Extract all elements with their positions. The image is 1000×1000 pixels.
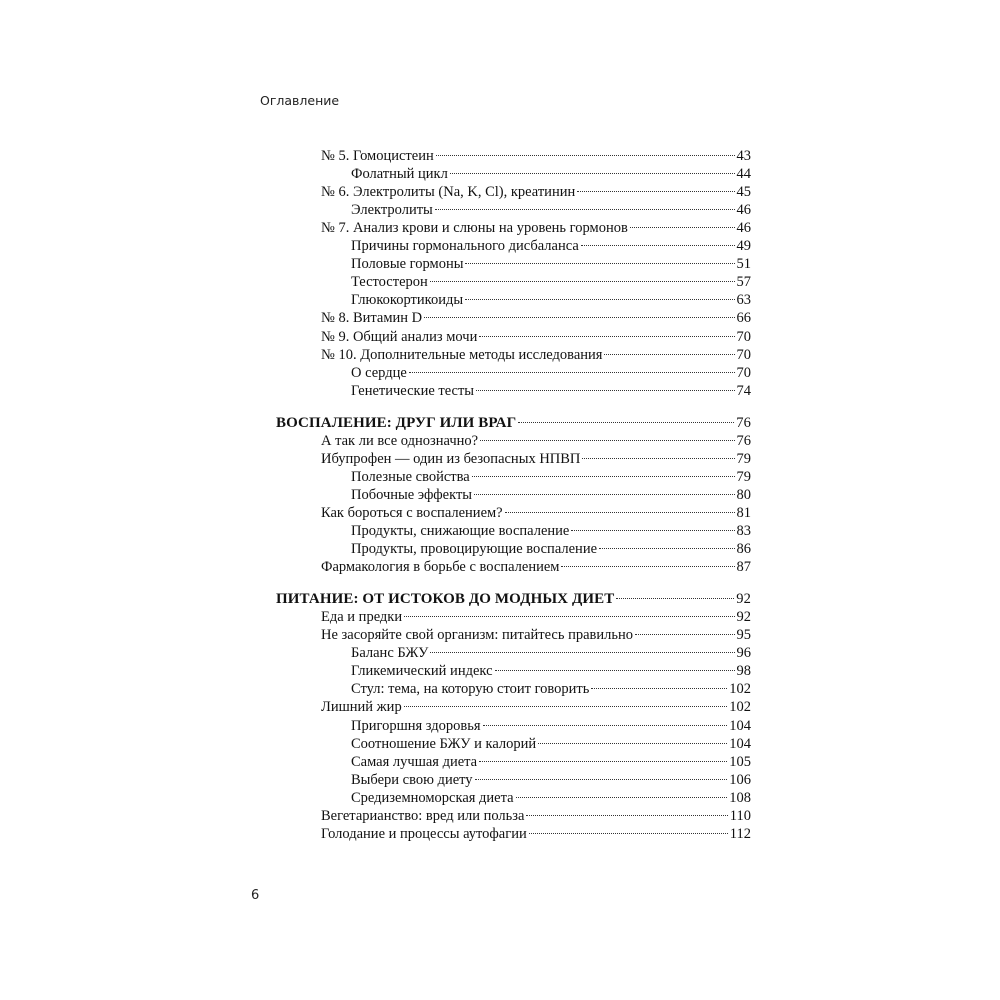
dot-leader <box>409 372 735 373</box>
toc-entry-page: 51 <box>736 256 751 273</box>
toc-entry-page: 44 <box>736 166 751 183</box>
toc-entry-title: № 9. Общий анализ мочи <box>321 328 478 345</box>
toc-entry <box>351 753 751 771</box>
toc-entry-page: 86 <box>736 541 751 558</box>
dot-leader <box>435 209 735 210</box>
toc-entry-page: 49 <box>736 238 751 255</box>
dot-leader <box>616 598 734 599</box>
toc-entry <box>321 346 751 364</box>
toc-entry-title: О сердце <box>351 364 407 381</box>
toc-entry-title: Гликемический индекс <box>351 663 493 680</box>
dot-leader <box>450 173 735 174</box>
toc-entry-page: 92 <box>736 609 751 626</box>
toc-entry-page: 45 <box>736 184 751 201</box>
dot-leader <box>538 743 727 744</box>
toc-entry-title: Фармакология в борьбе с воспалением <box>321 559 560 576</box>
toc-entry <box>321 219 751 237</box>
toc-entry-title: Глюкокортикоиды <box>351 292 464 309</box>
toc-entry-title: Соотношение БЖУ и калорий <box>351 735 537 752</box>
toc-entry <box>321 558 751 576</box>
dot-leader <box>474 494 734 495</box>
dot-leader <box>571 530 734 531</box>
dot-leader <box>480 440 734 441</box>
toc-entry <box>321 608 751 626</box>
toc-entry-page: 81 <box>736 504 751 521</box>
dot-leader <box>430 281 735 282</box>
toc-entry-page: 70 <box>736 346 751 363</box>
toc-entry-title: Вегетарианство: вред или польза <box>321 807 525 824</box>
toc-entry-page: 108 <box>729 789 751 806</box>
toc-entry <box>321 328 751 346</box>
toc-entry-page: 57 <box>736 274 751 291</box>
toc-entry-title: Полезные свойства <box>351 468 470 485</box>
dot-leader <box>518 422 734 423</box>
toc-entry <box>321 698 751 716</box>
dot-leader <box>476 390 734 391</box>
toc-entry-page: 92 <box>736 591 751 608</box>
toc-entry-page: 74 <box>736 382 751 399</box>
dot-leader <box>516 797 728 798</box>
toc-entry <box>321 626 751 644</box>
toc-entry-page: 46 <box>736 220 751 237</box>
toc-entry-title: № 6. Электролиты (Na, K, Cl), креатинин <box>321 184 576 201</box>
dot-leader <box>582 458 734 459</box>
toc-entry-title: Побочные эффекты <box>351 486 473 503</box>
toc-entry-page: 79 <box>736 450 751 467</box>
toc-entry-page: 76 <box>736 414 751 431</box>
toc-entry-title: Стул: тема, на которую стоит говорить <box>351 681 590 698</box>
dot-leader <box>581 245 735 246</box>
toc-entry-page: 43 <box>736 148 751 164</box>
toc-entry <box>351 644 751 662</box>
toc-entry-page: 112 <box>729 825 751 842</box>
toc-entry-page: 102 <box>729 699 751 716</box>
toc-entry-title: ПИТАНИЕ: ОТ ИСТОКОВ ДО МОДНЫХ ДИЕТ <box>276 591 615 608</box>
toc-entry <box>321 807 751 825</box>
dot-leader <box>465 263 734 264</box>
toc-entry-page: 70 <box>736 328 751 345</box>
page-number: 6 <box>251 888 260 903</box>
toc-entry-title: Генетические тесты <box>351 382 475 399</box>
dot-leader <box>479 336 734 337</box>
dot-leader <box>430 652 734 653</box>
toc-entry-page: 46 <box>736 202 751 219</box>
toc-entry-page: 104 <box>729 717 751 734</box>
toc-entry-page: 98 <box>736 663 751 680</box>
toc-entry <box>351 255 751 273</box>
toc-entry-page: 66 <box>736 310 751 327</box>
dot-leader <box>526 815 727 816</box>
toc-entry-title: Ибупрофен — один из безопасных НПВП <box>321 450 581 467</box>
toc-entry-title: А так ли все однозначно? <box>321 432 479 449</box>
dot-leader <box>483 725 728 726</box>
toc-entry-title: Тестостерон <box>351 274 428 291</box>
toc-entry-title: Продукты, снижающие воспаление <box>351 523 570 539</box>
dot-leader <box>436 155 735 156</box>
toc-entry <box>351 522 751 540</box>
dot-leader <box>465 299 734 300</box>
toc-section <box>276 414 751 432</box>
toc-entry-page: 83 <box>736 523 751 539</box>
dot-leader <box>591 688 727 689</box>
toc-entry-title: Как бороться с воспалением? <box>321 504 503 521</box>
toc-entry-title: Причины гормонального дисбаланса <box>351 238 579 255</box>
toc-entry-title: Половые гормоны <box>351 256 464 273</box>
toc-entry-title: № 10. Дополнительные методы исследования <box>321 346 603 363</box>
dot-leader <box>424 317 734 318</box>
toc-entry-page: 87 <box>736 559 751 576</box>
toc-entry <box>321 183 751 201</box>
dot-leader <box>635 634 735 635</box>
toc-entry-page: 76 <box>736 432 751 449</box>
toc-entry <box>351 735 751 753</box>
toc-entry-title: Самая лучшая диета <box>351 753 478 770</box>
toc-entry-title: ВОСПАЛЕНИЕ: ДРУГ ИЛИ ВРАГ <box>276 414 517 431</box>
toc-entry <box>321 504 751 522</box>
toc-entry <box>351 540 751 558</box>
toc-entry-title: Фолатный цикл <box>351 166 448 183</box>
toc-section <box>276 590 751 608</box>
toc-entry-title: Продукты, провоцирующие воспаление <box>351 541 598 558</box>
toc-entry-page: 79 <box>736 468 751 485</box>
toc-entry <box>351 717 751 735</box>
toc-entry-title: Пригоршня здоровья <box>351 717 481 734</box>
dot-leader <box>404 616 734 617</box>
toc-entry-title: Голодание и процессы аутофагии <box>321 825 527 842</box>
toc-entry-page: 104 <box>729 735 751 752</box>
toc-entry-page: 80 <box>736 486 751 503</box>
toc-entry-page: 106 <box>729 771 751 788</box>
toc-entry <box>351 789 751 807</box>
toc-entry <box>351 382 751 400</box>
toc-entry <box>321 432 751 450</box>
toc-entry-title: № 5. Гомоцистеин <box>321 148 434 164</box>
dot-leader <box>479 761 727 762</box>
toc-entry <box>351 662 751 680</box>
dot-leader <box>599 548 734 549</box>
toc-entry-title: Электролиты <box>351 202 433 219</box>
toc-entry <box>351 165 751 183</box>
toc-entry-page: 105 <box>729 753 751 770</box>
dot-leader <box>495 670 735 671</box>
toc-entry <box>351 364 751 382</box>
toc-entry-page: 63 <box>736 292 751 309</box>
toc-entry <box>351 273 751 291</box>
toc-entry-title: Еда и предки <box>321 609 403 626</box>
toc-entry <box>351 486 751 504</box>
dot-leader <box>561 566 734 567</box>
dot-leader <box>604 354 734 355</box>
toc-entry <box>351 680 751 698</box>
toc-entry <box>321 825 751 843</box>
toc-entry <box>321 147 751 165</box>
toc-entry-title: Выбери свою диету <box>351 771 473 788</box>
toc-entry-page: 102 <box>729 681 751 698</box>
dot-leader <box>475 779 728 780</box>
dot-leader <box>577 191 734 192</box>
dot-leader <box>630 227 735 228</box>
toc-entry-title: № 7. Анализ крови и слюны на уровень гормонов <box>321 220 628 237</box>
toc-entry <box>321 450 751 468</box>
dot-leader <box>404 706 728 707</box>
toc-entry <box>351 237 751 255</box>
toc-entry <box>351 291 751 309</box>
dot-leader <box>472 476 735 477</box>
toc-entry <box>351 771 751 789</box>
toc-entry-page: 95 <box>736 627 751 644</box>
toc-entry <box>351 201 751 219</box>
toc-entry-title: Баланс БЖУ <box>351 645 429 662</box>
toc-entry-title: Лишний жир <box>321 699 402 716</box>
dot-leader <box>529 833 728 834</box>
toc-entry-title: Не засоряйте свой организм: питайтесь правильно <box>321 627 633 644</box>
toc-entry-title: № 8. Витамин D <box>321 310 423 327</box>
running-header: Оглавление <box>260 93 340 108</box>
toc-entry-page: 110 <box>729 807 751 824</box>
toc-entry-title: Средиземноморская диета <box>351 789 514 806</box>
toc-entry-page: 96 <box>736 645 751 662</box>
toc-entry <box>321 309 751 327</box>
toc-entry <box>351 468 751 486</box>
toc-entry-page: 70 <box>736 364 751 381</box>
dot-leader <box>505 512 735 513</box>
